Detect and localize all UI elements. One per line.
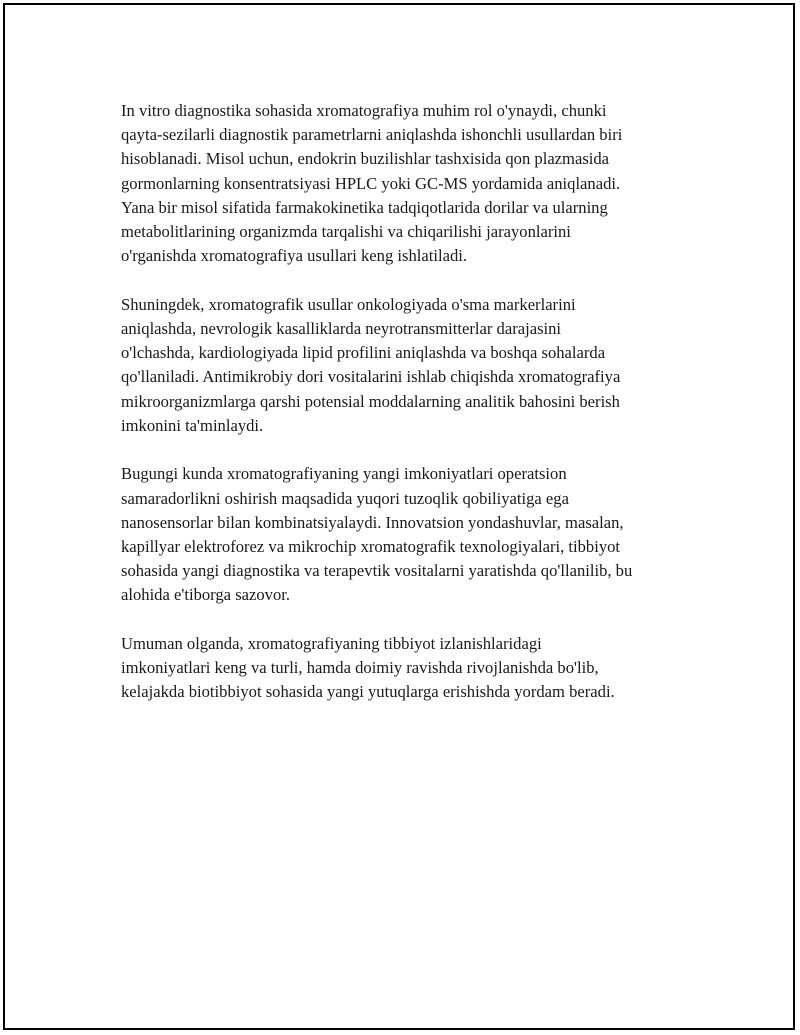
paragraph-line: qo'llaniladi. Antimikrobiy dori vositalarini ishlab chiqishda xromatografiya	[121, 367, 621, 387]
paragraph-line: sohasida yangi diagnostika va terapevtik vositalarni yaratishda qo'llanilib, bu	[121, 561, 633, 581]
paragraph-line: o'lchashda, kardiologiyada lipid profilini aniqlashda va boshqa sohalarda	[121, 343, 606, 363]
paragraph-line: In vitro diagnostika sohasida xromatografiya muhim rol o'ynaydi, chunki	[121, 101, 607, 120]
paragraph-line: Shuningdek, xromatografik usullar onkologiyada o'sma markerlarini	[121, 294, 576, 314]
document-page	[3, 3, 795, 1030]
paragraph-3	[121, 462, 701, 607]
paragraph-line: mikroorganizmlarga qarshi potensial moddalarning analitik bahosini berish	[121, 391, 620, 411]
paragraph-line: samaradorlikni oshirish maqsadida yuqori tuzoqlik qobiliyatiga ega	[121, 488, 569, 508]
paragraph-line: hisoblanadi. Misol uchun, endokrin buzilishlar tashxisida qon plazmasida	[121, 149, 610, 169]
paragraph-line: imkonini ta'minlaydi.	[121, 415, 264, 435]
paragraph-line: o'rganishda xromatografiya usullari keng ishlatiladi.	[121, 246, 467, 266]
paragraph-line: aniqlashda, nevrologik kasalliklarda neyrotransmitterlar darajasini	[121, 319, 562, 339]
paragraph-line: kelajakda biotibbiyot sohasida yangi yutuqlarga erishishda yordam beradi.	[121, 682, 615, 702]
paragraph-line: gormonlarning konsentratsiyasi HPLC yoki GC-MS yordamida aniqlanadi.	[121, 173, 621, 193]
document-body	[121, 99, 701, 729]
paragraph-line: Umuman olganda, xromatografiyaning tibbiyot izlanishlaridagi	[121, 634, 542, 654]
paragraph-line: Bugungi kunda xromatografiyaning yangi imkoniyatlari operatsion	[121, 464, 567, 484]
paragraph-line: kapillyar elektroforez va mikrochip xromatografik texnologiyalari, tibbiyot	[121, 537, 621, 557]
paragraph-line: metabolitlarining organizmda tarqalishi va chiqarilishi jarayonlarini	[121, 222, 571, 242]
paragraph-line: Yana bir misol sifatida farmakokinetika tadqiqotlarida dorilar va ularning	[121, 197, 608, 217]
paragraph-1	[121, 99, 701, 268]
paragraph-line: alohida e'tiborga sazovor.	[121, 585, 291, 605]
paragraph-2	[121, 293, 701, 438]
paragraph-line: imkoniyatlari keng va turli, hamda doimiy ravishda rivojlanishda bo'lib,	[121, 658, 599, 678]
paragraph-line: qayta-sezilarli diagnostik parametrlarni aniqlashda ishonchli usullardan biri	[121, 125, 623, 145]
paragraph-line: nanosensorlar bilan kombinatsiyalaydi. Innovatsion yondashuvlar, masalan,	[121, 512, 624, 532]
paragraph-4	[121, 632, 701, 705]
